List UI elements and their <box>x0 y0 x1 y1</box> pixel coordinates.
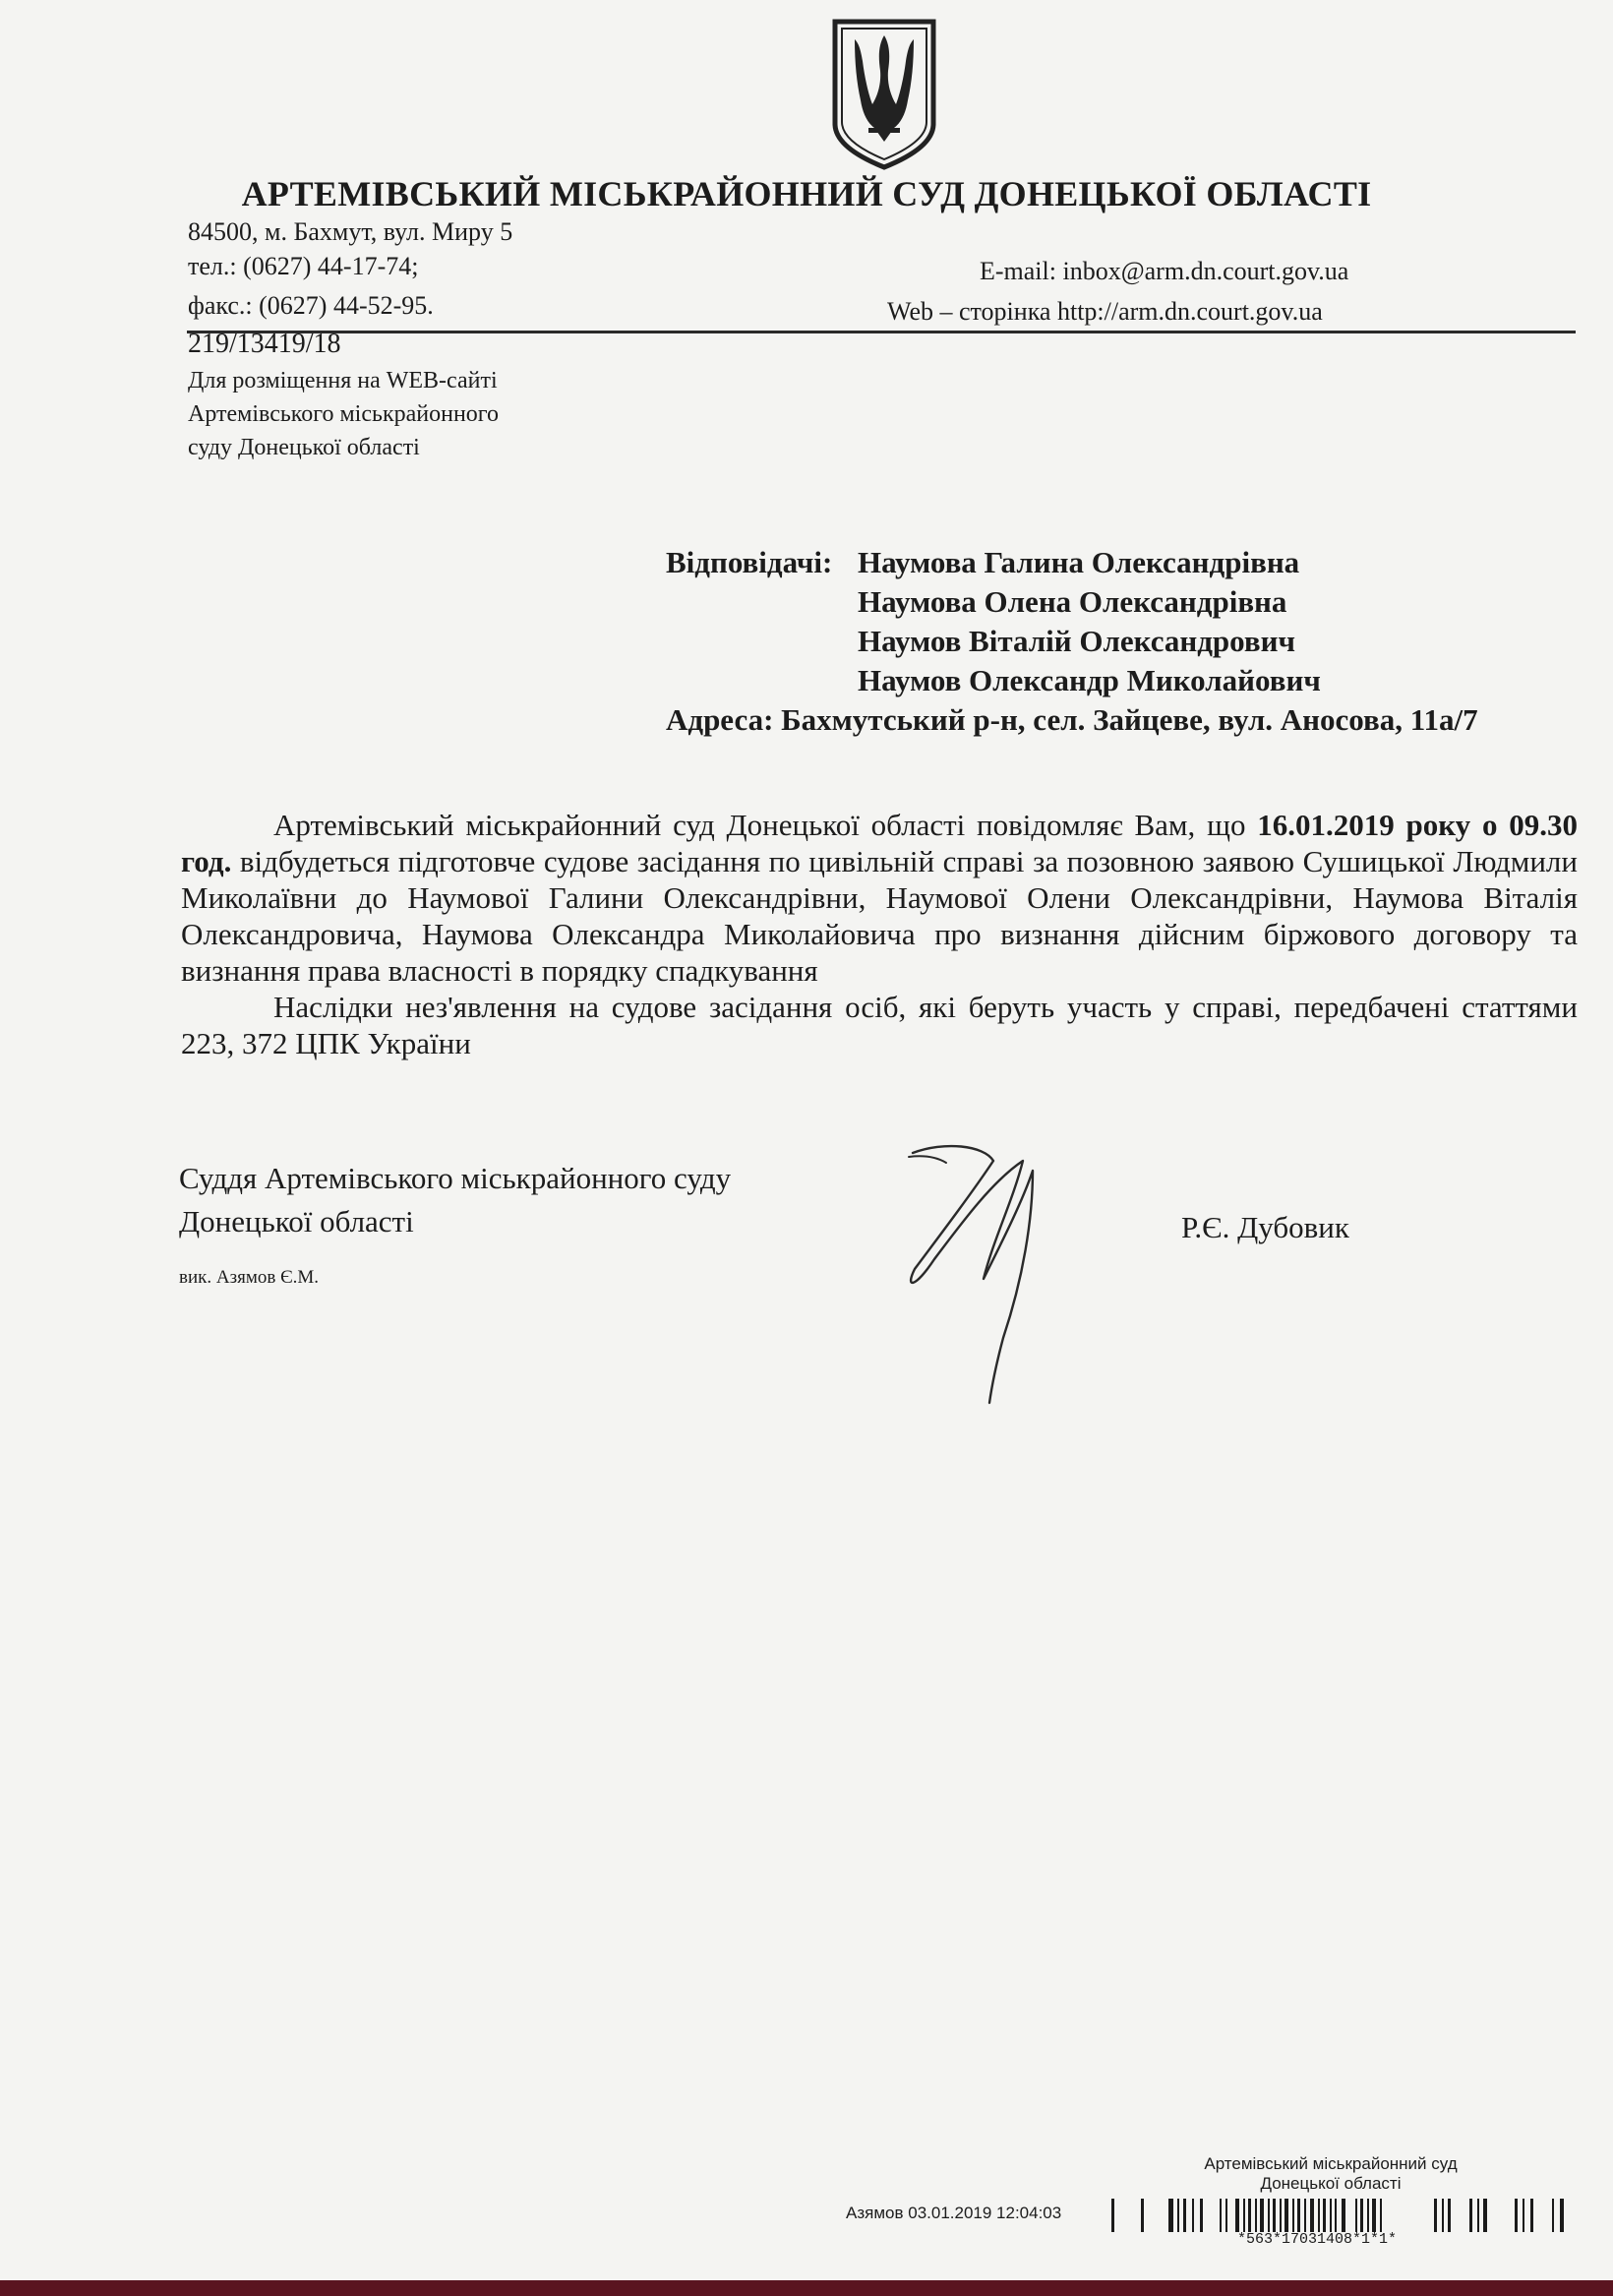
placement-note <box>188 364 499 464</box>
header-divider <box>187 331 1576 333</box>
judge-title <box>179 1157 731 1243</box>
judge-name: Р.Є. Дубовик <box>1181 1210 1349 1244</box>
court-address: 84500, м. Бахмут, вул. Миру 5 <box>188 217 513 246</box>
judge-title-line: Донецької області <box>179 1204 414 1239</box>
respondent-name: Наумов Олександр Миколайович <box>858 663 1321 697</box>
court-title: АРТЕМІВСЬКИЙ МІСЬКРАЙОННИЙ СУД ДОНЕЦЬКОЇ ОБЛАСТІ <box>241 174 1372 213</box>
placement-note-line: суду Донецької області <box>188 435 420 460</box>
footer-court-line: Артемівський міськрайонний суд <box>1204 2154 1458 2173</box>
court-fax: факс.: (0627) 44-52-95. <box>188 291 434 320</box>
judge-title-line: Суддя Артемівського міськрайонного суду <box>179 1161 732 1195</box>
address-label: Адреса: <box>666 702 774 737</box>
coat-of-arms-icon <box>829 18 939 170</box>
executor: вик. Азямов Є.М. <box>179 1267 320 1288</box>
handwritten-signature <box>885 1131 1062 1407</box>
court-email: E-mail: inbox@arm.dn.court.gov.ua <box>980 257 1349 285</box>
placement-note-line: Для розміщення на WEB-сайті <box>188 368 498 393</box>
court-phone: тел.: (0627) 44-17-74; <box>188 252 419 280</box>
respondents-label: Відповідачі: <box>666 545 833 579</box>
hearing-datetime: 16.01.2019 року о 09.30 год. <box>181 808 1578 878</box>
consequences-paragraph: Наслідки нез'явлення на судове засідання осіб, які беруть участь у справі, передбачені статтями 223, 372 ЦПК України <box>181 990 1578 1060</box>
notice-text: відбудеться підготовче судове засідання по цивільній справі за позовною заявою Сушицької Людмили Миколаївни до Наумової Галини Олександрівни, Наумової Олени Олександрівни, Наумова Віталія Олександровича, Наумова Олександра Миколайовича про визнання дійсним біржового договору та визнання права власності в порядку спадкування <box>181 844 1578 988</box>
address-value: Бахмутський р-н, сел. Зайцеве, вул. Аносова, 11а/7 <box>781 702 1478 737</box>
court-website: Web – сторінка http://arm.dn.court.gov.ua <box>887 297 1323 326</box>
respondent-name: Наумова Олена Олександрівна <box>858 584 1287 619</box>
scan-bottom-edge <box>0 2280 1613 2296</box>
case-number: 219/13419/18 <box>188 329 341 359</box>
notice-paragraph <box>181 807 1578 989</box>
barcode-number: *563*17031408*1*1* <box>1237 2231 1398 2248</box>
respondent-name: Наумова Галина Олександрівна <box>858 545 1300 579</box>
registration-info: Азямов 03.01.2019 12:04:03 <box>846 2204 1062 2222</box>
respondent-name: Наумов Віталій Олександрович <box>858 624 1295 658</box>
placement-note-line: Артемівського міськрайонного <box>188 401 500 427</box>
footer-court-stamp <box>1178 2154 1483 2194</box>
footer-court-line: Донецької області <box>1260 2174 1402 2193</box>
notice-body <box>181 807 1578 1061</box>
barcode-icon <box>1109 2197 1572 2234</box>
respondents-address <box>666 702 1478 738</box>
notice-text: Артемівський міськрайонний суд Донецької області повідомляє Вам, що <box>273 808 1258 842</box>
